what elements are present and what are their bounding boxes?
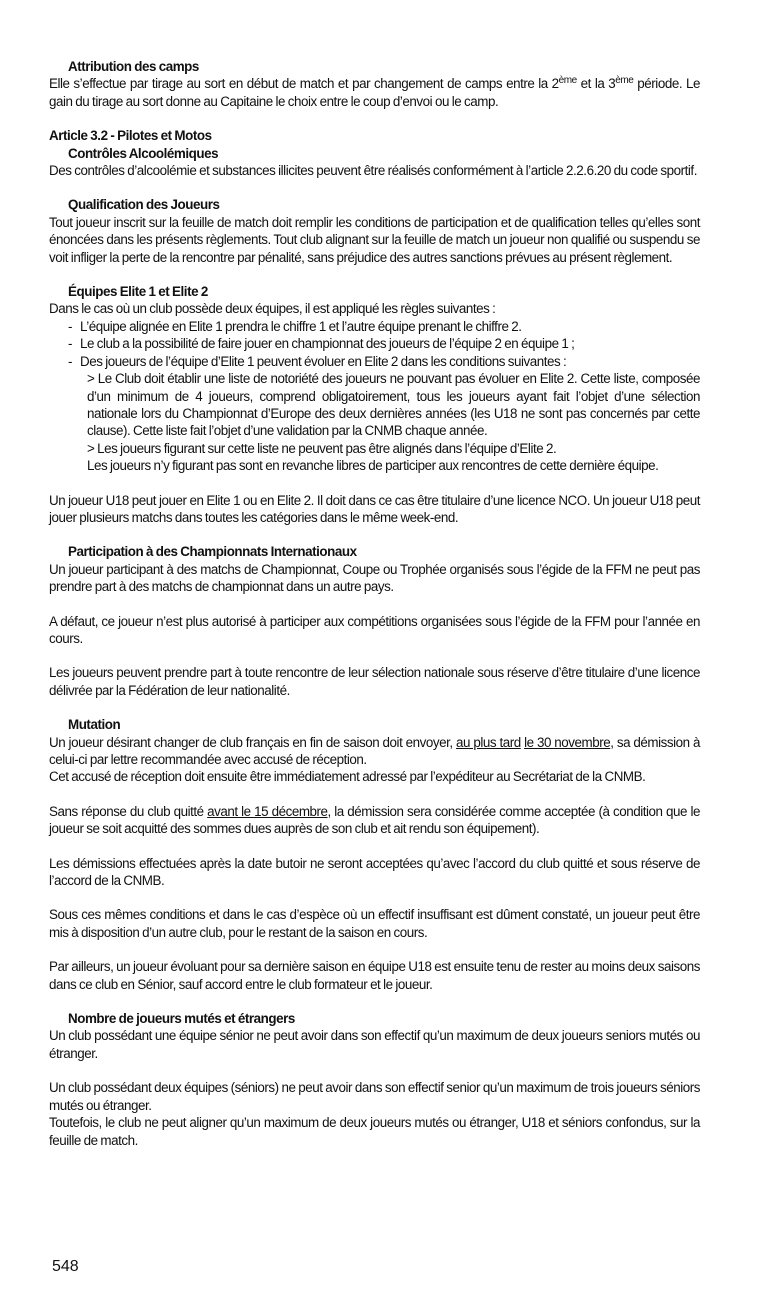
section-heading-qualification: Qualification des Joueurs bbox=[68, 197, 220, 213]
paragraph-nombre-2: Un club possédant deux équipes (séniors) ne peut avoir dans son effectif senior qu’un maximum de trois joueurs séniors mutés ou étranger. bbox=[49, 1080, 700, 1113]
paragraph-internationaux-1: Un joueur participant à des matchs de Championnat, Coupe ou Trophée organisés sous l’égide de la FFM ne peut pas prendre part à des matchs de championnat dans un autre pays. bbox=[49, 561, 700, 595]
list-item: - Le club a la possibilité de faire jouer en championnat des joueurs de l’équipe 2 en équipe 1 ; bbox=[68, 336, 575, 352]
section-heading-controles: Contrôles Alcoolémiques bbox=[68, 145, 219, 161]
section-heading-internationaux: Participation à des Championnats Internationaux bbox=[68, 544, 357, 560]
page-number: 548 bbox=[52, 1258, 79, 1275]
list-item: - Des joueurs de l’équipe d’Elite 1 peuvent évoluer en Elite 2 dans les conditions suivantes : bbox=[68, 353, 567, 369]
section-heading-nombre: Nombre de joueurs mutés et étrangers bbox=[68, 1011, 295, 1027]
paragraph-equipes-intro: Dans le cas où un club possède deux équipes, il est appliqué les règles suivantes : bbox=[49, 301, 496, 317]
section-heading-mutation: Mutation bbox=[68, 717, 121, 733]
paragraph-nombre-1: Un club possédant une équipe sénior ne peut avoir dans son effectif qu’un maximum de deux joueurs seniors mutés ou étranger. bbox=[49, 1028, 700, 1061]
paragraph-mutation-2: Sans réponse du club quitté avant le 15 décembre, la démission sera considérée comme acceptée (à condition que le joueur se soit acquitté des sommes dues auprès de son club et ait rendu son équipement). bbox=[49, 803, 700, 837]
section-heading-attribution: Attribution des camps bbox=[68, 59, 199, 74]
paragraph-mutation-4: Sous ces mêmes conditions et dans le cas d’espèce où un effectif insuffisant est dûment constaté, un joueur peut être mis à disposition d’un autre club, pour le restant de la saison en cours. bbox=[49, 907, 700, 940]
paragraph-internationaux-3: Les joueurs peuvent prendre part à toute rencontre de leur sélection nationale sous réserve d’être titulaire d’une licence délivrée par la Fédération de leur nationalité. bbox=[49, 665, 700, 698]
paragraph-mutation-1: Un joueur désirant changer de club français en fin de saison doit envoyer, au plus tard le 30 novembre, sa démission à celui-ci par lettre recommandée avec accusé de réception. bbox=[49, 734, 700, 767]
underlined-deadline-text: au plus tard bbox=[456, 734, 521, 750]
paragraph-mutation-1b: Cet accusé de réception doit ensuite être immédiatement adressé par l’expéditeur au Secrétariat de la CNMB. bbox=[49, 769, 646, 785]
underlined-date-text: avant le 15 décembre bbox=[207, 803, 328, 819]
paragraph-internationaux-2: A défaut, ce joueur n’est plus autorisé à participer aux compétitions organisées sous l’égide de la FFM pour l’année en cours. bbox=[49, 613, 700, 646]
paragraph-mutation-5: Par ailleurs, un joueur évoluant pour sa dernière saison en équipe U18 est ensuite tenu de rester au moins deux saisons dans ce club en Sénior, sauf accord entre le club formateur et le joueur. bbox=[49, 959, 700, 992]
sub-list-item: > Les joueurs figurant sur cette liste ne peuvent pas être alignés dans l’équipe d’Elite 2. bbox=[87, 440, 557, 456]
paragraph-mutation-3: Les démissions effectuées après la date butoir ne seront acceptées qu’avec l’accord du club quitté et sous réserve de l’accord de la CNMB. bbox=[49, 855, 700, 889]
paragraph-u18: Un joueur U18 peut jouer en Elite 1 ou en Elite 2. Il doit dans ce cas être titulaire d’une licence NCO. Un joueur U18 peut jouer plusieurs matchs dans toutes les catégories dans le même week-end. bbox=[49, 492, 700, 525]
paragraph-nombre-3: Toutefois, le club ne peut aligner qu’un maximum de deux joueurs mutés ou étranger, U18 et séniors confondus, sur la feuille de match. bbox=[49, 1115, 700, 1148]
list-item: - L’équipe alignée en Elite 1 prendra le chiffre 1 et l’autre équipe prenant le chiffre 2. bbox=[68, 318, 522, 334]
document-page bbox=[49, 58, 700, 1149]
article-title: Article 3.2 - Pilotes et Motos bbox=[49, 128, 212, 144]
paragraph-controles: Des contrôles d’alcoolémie et substances illicites peuvent être réalisés conformément à l’article 2.2.6.20 du code sportif. bbox=[49, 163, 697, 179]
sub-list-item: > Le Club doit établir une liste de notoriété des joueurs ne pouvant pas évoluer en Elite 2. Cette liste, composée d’un minimum de 4 joueurs, comprend obligatoirement, tous les joueurs ayant fait l’objet d’une sélection nationale lors du Championnat d’Europe des deux dernières années (les U18 ne sont pas concernés par cette clause). Cette liste fait l’objet d’une validation par la CNMB chaque année. bbox=[87, 371, 700, 439]
paragraph-attribution: Elle s’effectue par tirage au sort en début de match et par changement de camps entre la 2ème et la 3ème période. Le gain du tirage au sort donne au Capitaine le choix entre le coup d’envoi ou le camp. bbox=[49, 75, 700, 109]
sub-list-item: Les joueurs n’y figurant pas sont en revanche libres de participer aux rencontres de cette dernière équipe. bbox=[87, 458, 659, 474]
paragraph-qualification: Tout joueur inscrit sur la feuille de match doit remplir les conditions de participation et de qualification telles qu’elles sont énoncées dans les présents règlements. Tout club alignant sur la feuille de match un joueur non qualifié ou suspendu se voit infliger la perte de la rencontre par pénalité, sans préjudice des autres sanctions prévues au présent règlement. bbox=[49, 214, 700, 265]
underlined-date-text: le 30 novembre bbox=[524, 734, 611, 750]
section-heading-equipes: Équipes Elite 1 et Elite 2 bbox=[68, 284, 208, 300]
